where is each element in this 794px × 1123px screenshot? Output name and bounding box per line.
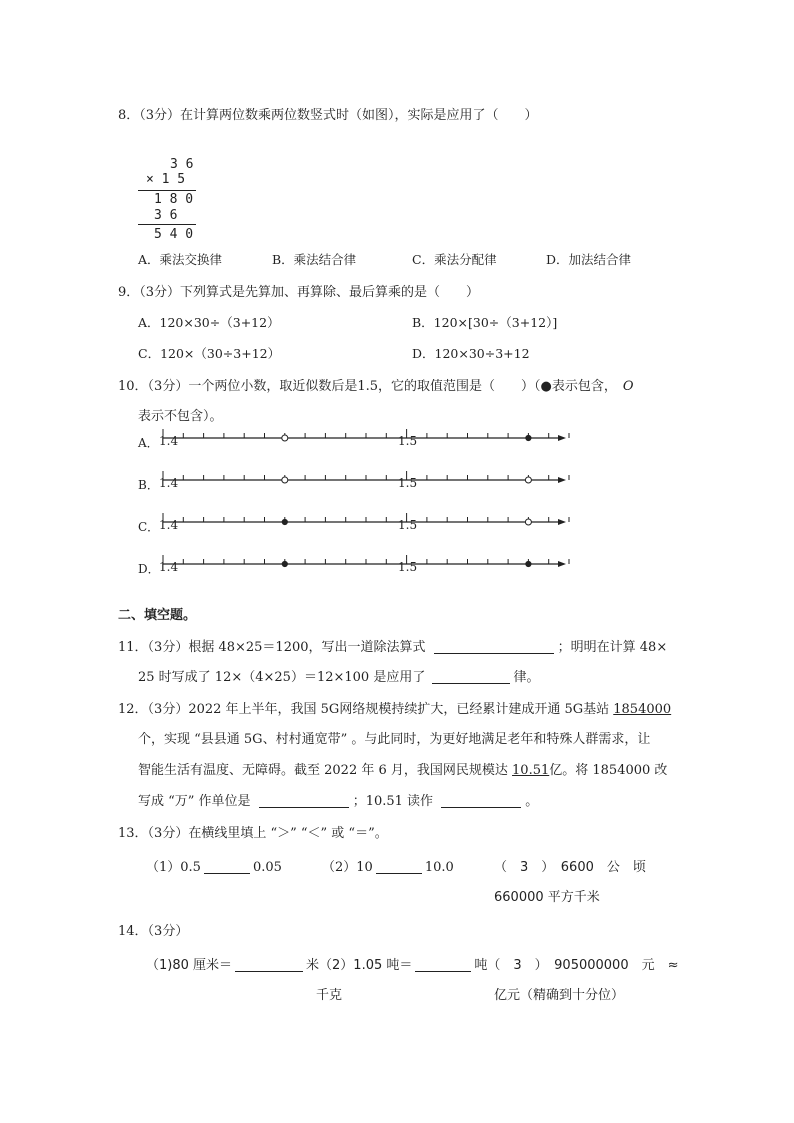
q10-option-letter: D． xyxy=(138,562,160,576)
q8-option-a[interactable]: A．乘法交换律 xyxy=(138,252,223,267)
tick-label-1-4: 1.4 xyxy=(159,476,179,490)
tick-label-1-5: 1.5 xyxy=(398,560,418,574)
q14-line2-kg: 千克 xyxy=(316,988,343,1003)
q10-option-letter: B． xyxy=(138,478,159,492)
vertical-row-5: 5 4 0 xyxy=(154,227,194,242)
q9-option-c[interactable]: C．120×（30÷3+12） xyxy=(138,346,281,361)
q12-stations-number: 1854000 xyxy=(613,702,672,717)
number-line xyxy=(0,424,600,464)
q10-open-symbol: O xyxy=(622,379,634,394)
q8-option-c[interactable]: C．乘法分配律 xyxy=(412,252,497,267)
q12-line3: 智能生活有温度、无障碍。截至 2022 年 6 月，我国网民规模达 10.51亿。将 1854000 改 xyxy=(138,763,668,778)
open-circle-icon xyxy=(282,477,288,483)
q13-part1: （1）0.5 0.05 xyxy=(146,860,282,875)
q14-title: 14．（3分） xyxy=(118,924,189,939)
q13-blank-2[interactable] xyxy=(376,859,422,874)
q9-option-b[interactable]: B．120×[30÷（3+12）] xyxy=(412,315,558,330)
q9-option-d[interactable]: D．120×30÷3+12 xyxy=(412,346,530,361)
q13-title: 13．（3分）在横线里填上 “＞” “＜” 或 “＝”。 xyxy=(118,826,388,841)
vertical-row-2: × 1 5 xyxy=(146,172,186,187)
q14-blank-1[interactable] xyxy=(235,957,303,972)
arrow-head-icon xyxy=(558,435,566,441)
q9-option-a[interactable]: A．120×30÷（3+12） xyxy=(138,315,280,330)
tick-label-1-4: 1.4 xyxy=(159,560,179,574)
tick-label-1-5: 1.5 xyxy=(398,518,418,532)
arrow-head-icon xyxy=(558,561,566,567)
closed-dot-icon xyxy=(282,519,287,524)
q8-option-b[interactable]: B．乘法结合律 xyxy=(272,252,357,267)
q10-option-b[interactable] xyxy=(0,466,600,506)
arrow-head-icon xyxy=(558,519,566,525)
q12-blank-2[interactable] xyxy=(441,793,521,808)
number-line xyxy=(0,508,600,548)
vertical-line-1 xyxy=(138,190,196,191)
open-circle-icon xyxy=(282,435,288,441)
q10-title-line1: 10．（3分）一个两位小数，取近似数后是1.5，它的取值范围是（ ）（●表示包含， O xyxy=(118,379,634,394)
q8-option-d[interactable]: D．加法结合律 xyxy=(546,252,632,267)
closed-dot-icon xyxy=(282,561,287,566)
vertical-row-3: 1 8 0 xyxy=(154,192,194,207)
tick-label-1-5: 1.5 xyxy=(398,476,418,490)
number-line xyxy=(0,550,600,590)
q11-line1: 11．（3分）根据 48×25＝1200，写出一道除法算式 ；明明在计算 48× xyxy=(118,640,668,655)
q12-blank-1[interactable] xyxy=(259,793,349,808)
q14-line1: （1)80 厘米＝ 米（2）1.05 吨＝ 吨（ 3 ） 905000000 元 ≈ xyxy=(146,958,679,973)
vertical-row-4: 3 6 xyxy=(154,208,178,223)
vertical-row-1: 3 6 xyxy=(170,157,194,172)
tick-label-1-4: 1.4 xyxy=(159,518,179,532)
arrow-head-icon xyxy=(558,477,566,483)
q12-line1: 12．（3分）2022 年上半年，我国 5G网络规模持续扩大，已经累计建成开通 5G基站 1854000 xyxy=(118,702,672,717)
q13-part3-line2: 660000 平方千米 xyxy=(494,890,600,905)
q10-option-d[interactable] xyxy=(0,550,600,590)
q13-blank-1[interactable] xyxy=(204,859,250,874)
q9-title: 9．（3分）下列算式是先算加、再算除、最后算乘的是（ ） xyxy=(118,285,480,300)
vertical-line-2 xyxy=(138,224,196,225)
closed-dot-icon xyxy=(526,561,531,566)
number-line xyxy=(0,466,600,506)
q10-option-a[interactable] xyxy=(0,424,600,464)
tick-label-1-4: 1.4 xyxy=(159,434,179,448)
q13-part3-line1: （ 3 ） 6600 公 顷 xyxy=(494,860,646,875)
open-circle-icon xyxy=(525,477,531,483)
q10-option-c[interactable] xyxy=(0,508,600,548)
q11-line2: 25 时写成了 12×（4×25）＝12×100 是应用了 律。 xyxy=(138,670,540,685)
q12-line2: 个，实现 “县县通 5G、村村通宽带” 。与此同时，为更好地满足老年和特殊人群需求，让 xyxy=(138,732,651,747)
q8-title: 8．（3分）在计算两位数乘两位数竖式时（如图），实际是应用了（ ） xyxy=(118,108,538,123)
q12-line4: 写成 “万” 作单位是 ；10.51 读作 。 xyxy=(138,794,539,809)
closed-dot-icon xyxy=(526,435,531,440)
q13-part2: （2）10 10.0 xyxy=(322,860,454,875)
q11-blank-2[interactable] xyxy=(432,669,510,684)
q10-title-line2: 表示不包含）。 xyxy=(138,409,223,424)
q10-option-letter: C． xyxy=(138,520,160,534)
tick-label-1-5: 1.5 xyxy=(398,434,418,448)
open-circle-icon xyxy=(525,519,531,525)
q14-blank-2[interactable] xyxy=(415,957,471,972)
q14-line2-yi: 亿元（精确到十分位） xyxy=(494,988,625,1003)
q12-netizens-number: 10.51 xyxy=(512,763,550,778)
q10-option-letter: A． xyxy=(138,436,159,450)
q11-blank-1[interactable] xyxy=(434,639,554,654)
section-fill-in-heading: 二、填空题。 xyxy=(118,608,197,623)
